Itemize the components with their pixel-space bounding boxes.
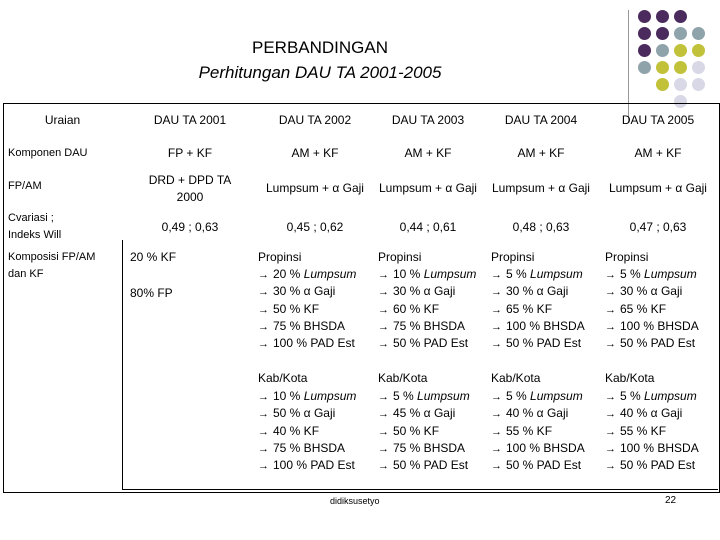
item-text: 5 % Lumpsum	[506, 267, 583, 281]
decor-dot	[674, 78, 687, 91]
header-uraian: Uraian	[44, 113, 81, 127]
arrow-icon: →	[258, 460, 269, 473]
arrow-icon: →	[378, 391, 389, 403]
item-text: 75 % BHSDA	[273, 440, 346, 455]
propinsi-item	[258, 319, 345, 333]
arrow-icon: →	[258, 408, 269, 421]
decor-dot	[638, 61, 651, 74]
table-divider	[122, 240, 123, 490]
kabkota-item	[491, 441, 585, 455]
decor-dot	[656, 61, 669, 74]
arrow-icon: →	[491, 320, 502, 333]
cell-komponen-2003: AM + KF	[404, 146, 452, 160]
arrow-icon: →	[378, 286, 389, 299]
kabkota-item	[378, 458, 468, 472]
arrow-icon: →	[378, 408, 389, 421]
propinsi-item	[605, 336, 695, 350]
kabkota-label-2003: Kab/Kota	[378, 371, 428, 385]
kabkota-item	[605, 458, 695, 472]
arrow-icon: →	[258, 442, 269, 455]
arrow-icon: →	[605, 303, 616, 316]
row-label-fpam: FP/AM	[8, 180, 42, 192]
decor-dot	[674, 44, 687, 57]
item-text: 30 % α Gaji	[273, 284, 336, 299]
propinsi-item	[491, 284, 568, 298]
item-text: 40 % α Gaji	[620, 406, 683, 421]
slide-title: PERBANDINGAN	[251, 38, 389, 57]
propinsi-item	[378, 284, 455, 298]
kabkota-item	[605, 424, 666, 438]
decor-dot	[692, 27, 705, 40]
header-2002: DAU TA 2002	[278, 113, 352, 127]
arrow-icon: →	[378, 269, 389, 281]
kabkota-item	[258, 424, 319, 438]
kabkota-item	[491, 458, 581, 472]
propinsi-item	[378, 336, 468, 350]
propinsi-item	[605, 267, 697, 281]
propinsi-item	[378, 302, 439, 316]
item-text: 50 % PAD Est	[393, 336, 469, 351]
kabkota-item	[258, 441, 345, 455]
kabkota-label-2004: Kab/Kota	[491, 371, 541, 385]
propinsi-label-2004: Propinsi	[491, 250, 535, 264]
kabkota-item	[491, 406, 568, 420]
kabkota-item	[491, 389, 583, 403]
item-text: 100 % BHSDA	[620, 318, 699, 333]
item-text: 75 % BHSDA	[273, 318, 346, 333]
header-2003: DAU TA 2003	[391, 113, 465, 127]
cell-komponen-2005: AM + KF	[634, 146, 682, 160]
arrow-icon: →	[258, 303, 269, 316]
arrow-icon: →	[491, 338, 502, 351]
arrow-icon: →	[258, 320, 269, 333]
decor-dot	[656, 44, 669, 57]
arrow-icon: →	[258, 425, 269, 438]
item-text: 75 % BHSDA	[393, 318, 466, 333]
decor-dot	[638, 10, 651, 23]
propinsi-item	[258, 336, 355, 350]
arrow-icon: →	[378, 338, 389, 351]
cell-fpam-2002: Lumpsum + α Gaji	[266, 181, 364, 195]
arrow-icon: →	[605, 320, 616, 333]
cell-cvariasi-2002: 0,45 ; 0,62	[286, 220, 344, 234]
decor-dot	[674, 61, 687, 74]
item-text: 100 % PAD Est	[273, 336, 355, 351]
cell-cvariasi-2001: 0,49 ; 0,63	[161, 220, 219, 234]
arrow-icon: →	[378, 442, 389, 455]
kabkota-item	[378, 441, 465, 455]
arrow-icon: →	[605, 408, 616, 421]
item-text: 5 % Lumpsum	[506, 389, 583, 403]
kabkota-item	[378, 406, 455, 420]
arrow-icon: →	[491, 303, 502, 316]
propinsi-item	[491, 336, 581, 350]
cell-fpam-2004: Lumpsum + α Gaji	[492, 181, 590, 195]
arrow-icon: →	[378, 460, 389, 473]
item-text: 75 % BHSDA	[393, 440, 466, 455]
arrow-icon: →	[605, 460, 616, 473]
row-label-cvariasi: Cvariasi ; Indeks Will	[8, 212, 62, 241]
propinsi-label-2005: Propinsi	[605, 250, 649, 264]
cell-fpam-2001: DRD + DPD TA 2000	[148, 173, 232, 204]
arrow-icon: →	[605, 286, 616, 299]
page-number: 22	[665, 495, 677, 506]
item-text: 55 % KF	[620, 423, 667, 438]
item-text: 5 % Lumpsum	[620, 267, 697, 281]
komposisi-2001-kf: 20 % KF	[130, 250, 177, 264]
propinsi-item	[258, 284, 335, 298]
item-text: 65 % KF	[506, 301, 553, 316]
cell-cvariasi-2005: 0,47 ; 0,63	[629, 220, 687, 234]
item-text: 50 % PAD Est	[393, 458, 469, 473]
item-text: 100 % BHSDA	[620, 440, 699, 455]
kabkota-item	[605, 406, 682, 420]
row-label-komposisi: Komposisi FP/AM dan KF	[8, 251, 96, 280]
arrow-icon: →	[491, 391, 502, 403]
header-2001: DAU TA 2001	[153, 113, 227, 127]
decor-dot	[638, 27, 651, 40]
item-text: 10 % Lumpsum	[393, 267, 477, 281]
cell-komponen-2002: AM + KF	[291, 146, 339, 160]
arrow-icon: →	[258, 286, 269, 299]
arrow-icon: →	[605, 269, 616, 281]
item-text: 55 % KF	[506, 423, 553, 438]
arrow-icon: →	[378, 303, 389, 316]
propinsi-item	[491, 302, 552, 316]
propinsi-label-2003: Propinsi	[378, 250, 422, 264]
slide-subtitle: Perhitungan DAU TA 2001-2005	[198, 63, 442, 82]
item-text: 5 % Lumpsum	[620, 389, 697, 403]
header-2005: DAU TA 2005	[621, 113, 695, 127]
kabkota-item	[378, 389, 470, 403]
item-text: 100 % BHSDA	[506, 318, 585, 333]
cell-cvariasi-2003: 0,44 ; 0,61	[399, 220, 457, 234]
propinsi-item	[491, 319, 585, 333]
arrow-icon: →	[605, 391, 616, 403]
item-text: 65 % KF	[620, 301, 667, 316]
item-text: 50 % PAD Est	[620, 336, 696, 351]
kabkota-item	[605, 389, 697, 403]
item-text: 30 % α Gaji	[506, 284, 569, 299]
kabkota-item	[378, 424, 439, 438]
komposisi-2001-fp: 80% FP	[130, 286, 173, 300]
header-2004: DAU TA 2004	[504, 113, 578, 127]
arrow-icon: →	[378, 320, 389, 333]
kabkota-item	[258, 458, 355, 472]
item-text: 45 % α Gaji	[393, 406, 456, 421]
arrow-icon: →	[605, 425, 616, 438]
item-text: 30 % α Gaji	[620, 284, 683, 299]
decor-dot	[692, 78, 705, 91]
arrow-icon: →	[491, 408, 502, 421]
decor-dot	[692, 44, 705, 57]
propinsi-item	[605, 319, 699, 333]
item-text: 10 % Lumpsum	[273, 389, 357, 403]
item-text: 50 % α Gaji	[273, 406, 336, 421]
cell-fpam-2003: Lumpsum + α Gaji	[379, 181, 477, 195]
row-label-komponen: Komponen DAU	[8, 147, 88, 159]
item-text: 40 % KF	[273, 423, 320, 438]
decor-dot	[656, 78, 669, 91]
item-text: 60 % KF	[393, 301, 440, 316]
arrow-icon: →	[491, 460, 502, 473]
kabkota-label-2005: Kab/Kota	[605, 371, 655, 385]
arrow-icon: →	[491, 442, 502, 455]
arrow-icon: →	[378, 425, 389, 438]
cell-cvariasi-2004: 0,48 ; 0,63	[512, 220, 570, 234]
arrow-icon: →	[491, 269, 502, 281]
item-text: 50 % PAD Est	[506, 336, 582, 351]
kabkota-item	[605, 441, 699, 455]
arrow-icon: →	[258, 269, 269, 281]
arrow-icon: →	[491, 286, 502, 299]
cell-fpam-2005: Lumpsum + α Gaji	[609, 181, 707, 195]
arrow-icon: →	[605, 338, 616, 351]
propinsi-item	[258, 302, 319, 316]
propinsi-item	[378, 319, 465, 333]
item-text: 50 % KF	[393, 423, 440, 438]
propinsi-item	[605, 302, 666, 316]
arrow-icon: →	[491, 425, 502, 438]
decor-dot	[656, 10, 669, 23]
kabkota-item	[258, 389, 356, 403]
propinsi-item	[605, 284, 682, 298]
item-text: 5 % Lumpsum	[393, 389, 470, 403]
kabkota-item	[491, 424, 552, 438]
arrow-icon: →	[605, 442, 616, 455]
item-text: 100 % BHSDA	[506, 440, 585, 455]
item-text: 30 % α Gaji	[393, 284, 456, 299]
kabkota-item	[258, 406, 335, 420]
item-text: 50 % KF	[273, 301, 320, 316]
table-divider	[122, 489, 718, 490]
item-text: 50 % PAD Est	[506, 458, 582, 473]
propinsi-item	[378, 267, 476, 281]
propinsi-item	[258, 267, 356, 281]
item-text: 100 % PAD Est	[273, 458, 355, 473]
decor-dot	[638, 44, 651, 57]
item-text: 40 % α Gaji	[506, 406, 569, 421]
propinsi-label-2002: Propinsi	[258, 250, 302, 264]
decor-dot	[674, 10, 687, 23]
kabkota-label-2002: Kab/Kota	[258, 371, 308, 385]
decor-dot	[674, 27, 687, 40]
footer-author: didiksusetyo	[330, 496, 380, 506]
decor-dot	[656, 27, 669, 40]
arrow-icon: →	[258, 338, 269, 351]
decor-dot	[692, 61, 705, 74]
item-text: 50 % PAD Est	[620, 458, 696, 473]
cell-komponen-2004: AM + KF	[517, 146, 565, 160]
arrow-icon: →	[258, 391, 269, 403]
cell-komponen-2001: FP + KF	[167, 146, 213, 160]
propinsi-item	[491, 267, 583, 281]
item-text: 20 % Lumpsum	[273, 267, 357, 281]
